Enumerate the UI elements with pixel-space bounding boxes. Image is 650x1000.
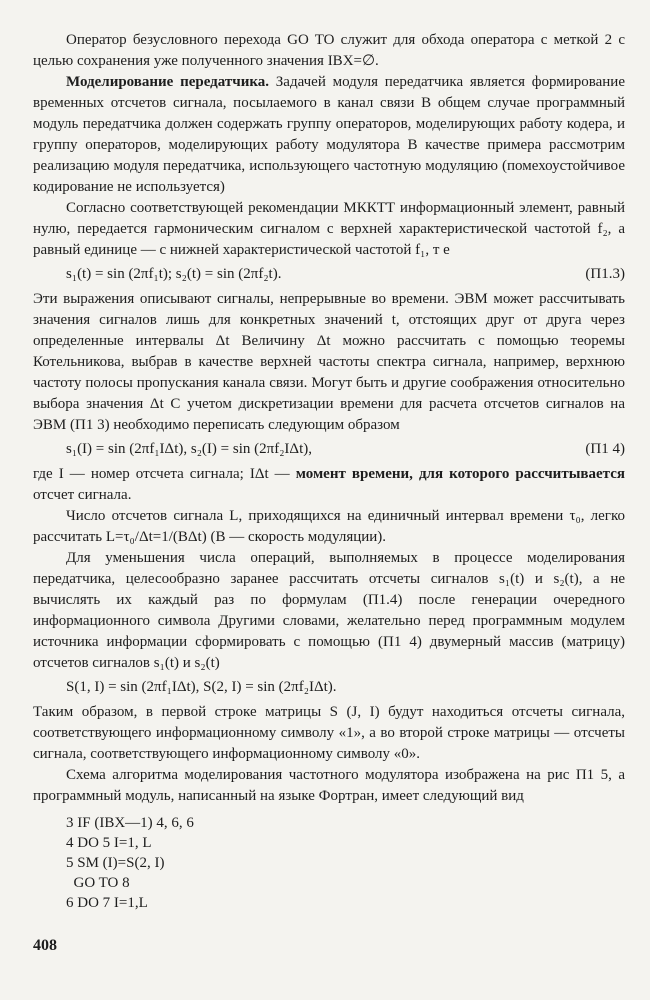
formula-p13-expression: s₁(t) = sin (2πf₁t); s₂(t) = sin (2πf₂t). (66, 266, 282, 282)
paragraph-matrix-rows: Таким образом, в первой строке матрицы S (J, I) будут находиться отсчеты сигнала, соответствующего информационному символу «1», а во второй строке матрицы — отсчеты сигнала, соответствующего информационному символу «0». (33, 704, 625, 762)
code-line: 4 DO 5 I=1, L (66, 835, 152, 851)
formula-p14 (33, 439, 625, 460)
where-text-c: отсчет сигнала. (33, 487, 132, 503)
code-line: 3 IF (IBX—1) 4, 6, 6 (66, 815, 194, 831)
page-number: 408 (33, 937, 57, 954)
formula-p13 (33, 264, 625, 285)
paragraph-continuous: Эти выражения описывают сигналы, непрерывные во времени. ЭВМ может рассчитывать значения сигналов лишь для конкретных значений t, отстоящих друг от друга через определенные интервалы Δt Величину Δt можно рассчитать с помощью теоремы Котельникова, выбрав в качестве верхней частоты спектра сигнала, например, верхнюю частоту полосы пропускания канала связи. Могут быть и другие соображения относительно выбора значения Δt С учетом дискретизации времени для расчета отсчетов сигналов на ЭВМ (П1 3) необходимо переписать следующим образом (33, 291, 625, 433)
code-line: 5 SM (I)=S(2, I) (66, 855, 165, 871)
code-line: 6 DO 7 I=1,L (66, 895, 148, 911)
fortran-code (66, 813, 625, 913)
paragraph-transmitter (33, 72, 625, 198)
paragraph-reduce: Для уменьшения числа операций, выполняемых в процессе моделирования передатчика, целесообразно заранее рассчитать отсчеты сигналов s₁(t) и s₂(t), а не вычислять их каждый раз по формулам (П1.4) после генерации очередного информационного символа Другими словами, желательно перед программным модулем источника информации сформировать с помощью (П1 4) двумерный массив (матрицу) отсчетов сигналов s₁(t) и s₂(t) (33, 550, 625, 671)
page-body (33, 30, 625, 913)
formula-matrix (33, 677, 625, 698)
formula-p14-number: (П1 4) (585, 441, 625, 457)
paragraph-scheme: Схема алгоритма моделирования частотного модулятора изображена на рис П1 5, а программный модуль, написанный на языке Фортран, имеет следующий вид (33, 767, 625, 804)
formula-p13-number: (П1.3) (585, 266, 625, 282)
formula-matrix-expression: S(1, I) = sin (2πf₁IΔt), S(2, I) = sin (2πf₂IΔt). (66, 679, 337, 695)
paragraph-samples: Число отсчетов сигнала L, приходящихся на единичный интервал времени τ₀, легко рассчитать L=τ₀/Δt=1/(BΔt) (B — скорость модуляции). (33, 508, 625, 545)
section-heading: Моделирование передатчика. (66, 74, 270, 90)
code-line: GO TO 8 (66, 875, 130, 891)
paragraph-where (33, 464, 625, 506)
where-text-b: момент времени, для которого рассчитывается (295, 466, 625, 482)
formula-p14-expression: s₁(I) = sin (2πf₁IΔt), s₂(I) = sin (2πf₂IΔt), (66, 441, 312, 457)
paragraph-transmitter-body: Задачей модуля передатчика является формирование временных отсчетов сигнала, посылаемого в канал связи В общем случае программный модуль передатчика должен содержать группу операторов, моделирующих работу кодера, и группу операторов, моделирующих работу модулятора В качестве примера рассмотрим реализацию модуля передатчика, использующего частотную модуляцию (помехоустойчивое кодирование не используется) (33, 74, 625, 195)
paragraph-mkktt: Согласно соответствующей рекомендации МККТТ информационный элемент, равный нулю, передается гармоническим сигналом с верхней характеристической частотой f₂, а равный единице — с нижней характеристической частотой f₁, т е (33, 200, 625, 258)
where-text-a: где I — номер отсчета сигнала; IΔt — (33, 466, 296, 482)
paragraph-goto: Оператор безусловного перехода GO TO служит для обхода оператора с меткой 2 с целью сохранения уже полученного значения IBX=∅. (33, 32, 625, 69)
